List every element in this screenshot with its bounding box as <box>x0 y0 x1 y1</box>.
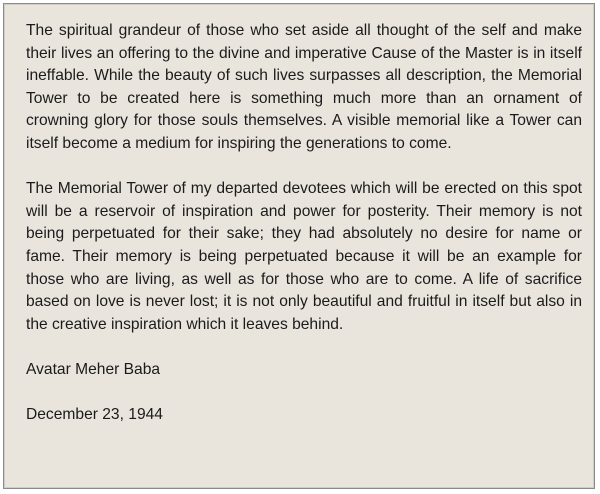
quote-content <box>26 20 582 449</box>
author: Avatar Meher Baba <box>26 360 161 378</box>
quote-panel <box>3 3 595 489</box>
paragraph-2: The Memorial Tower of my departed devotees which will be erected on this spot will be a reservoir of inspiration and power for posterity. Their memory is not being perpetuated for their sake; they had absolutely no desire for name or fame. Their memory is being perpetuated because it will be an example for those who are living, as well as for those who are to come. A life of sacrifice based on love is never lost; it is not only beautiful and fruitful in itself but also in the creative inspiration which it leaves behind. <box>26 180 582 333</box>
date: December 23, 1944 <box>26 406 163 424</box>
paragraph-1: The spiritual grandeur of those who set aside all thought of the self and make their lives an offering to the divine and imperative Cause of the Master is in itself ineffable. While the beauty of such lives surpasses all description, the Memorial Tower to be created here is something much more than an ornament of crowning glory for those souls themselves. A visible memorial like a Tower can itself become a medium for inspiring the generations to come. <box>26 22 582 152</box>
